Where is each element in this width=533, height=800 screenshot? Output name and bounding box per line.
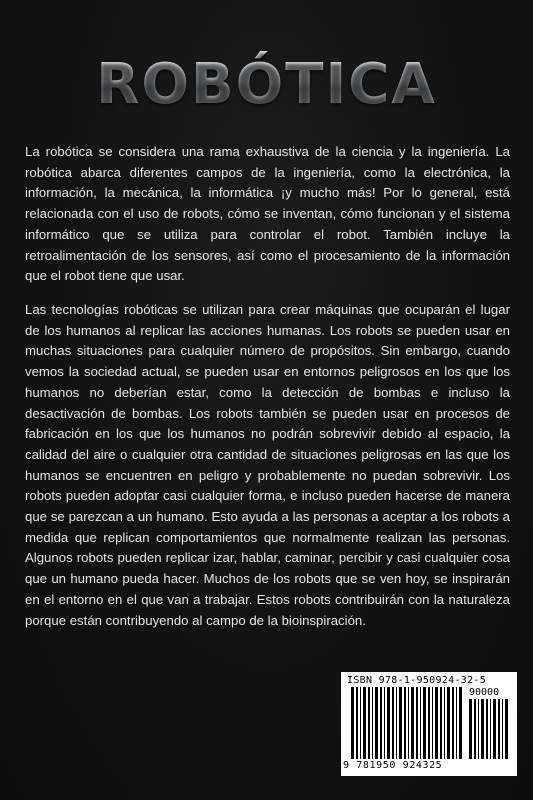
barcode-bar bbox=[474, 699, 476, 759]
barcode-bar bbox=[452, 687, 454, 759]
barcode-bar bbox=[423, 687, 426, 759]
barcode-bar bbox=[351, 687, 354, 759]
barcode-bar bbox=[396, 687, 397, 759]
barcode-bar bbox=[459, 687, 462, 759]
barcode-bar bbox=[408, 687, 409, 759]
barcode-bar bbox=[428, 687, 430, 759]
isbn-barcode bbox=[341, 672, 517, 776]
barcode-bar bbox=[481, 699, 484, 759]
barcode-bar bbox=[420, 687, 421, 759]
barcode-bar bbox=[416, 687, 418, 759]
barcode-bar bbox=[380, 687, 382, 759]
barcode-bar bbox=[486, 699, 488, 759]
barcode-bar bbox=[432, 687, 433, 759]
barcode-bar bbox=[435, 687, 438, 759]
barcode-bar bbox=[368, 687, 370, 759]
barcode-bar bbox=[469, 699, 472, 759]
barcode-bars-addon bbox=[469, 699, 509, 759]
barcode-bar bbox=[392, 687, 394, 759]
barcode-bar bbox=[456, 687, 457, 759]
barcode-bar bbox=[498, 699, 500, 759]
barcode-bar bbox=[387, 687, 390, 759]
price-code: 90000 bbox=[469, 687, 500, 698]
barcode-bar bbox=[411, 687, 414, 759]
isbn-label: ISBN 978-1-950924-32-5 bbox=[347, 675, 487, 686]
barcode-bar bbox=[363, 687, 366, 759]
barcode-bar bbox=[505, 699, 508, 759]
barcode-bar bbox=[478, 699, 479, 759]
description-paragraph-2: Las tecnologías robóticas se utilizan para crear máquinas que ocuparán el lugar de los humanos al replicar las acciones humanas. Los robots se pueden usar en muchas situaciones para cualquier número de propósitos. Sin embargo, cuando vemos la sociedad actual, se pueden usar en entornos peligrosos en los que los humanos no deberían estar, como la detección de bombas e incluso la desactivación de bombas. Los robots también se pueden usar en procesos de fabricación en los que los humanos no podrán sobrevivir debido al espacio, la calidad del aire o cualquier otra cantidad de situaciones peligrosas en las que los humanos se encuentren en peligro y probablemente no puedan sobrevivir. Los robots pueden adoptar casi cualquier forma, e incluso pueden hacerse de manera que se parezcan a un humano. Esto ayuda a las personas a aceptar a los robots a medida que replican comportamientos que normalmente realizan las personas. Algunos robots pueden replicar izar, hablar, caminar, percibir y casi cualquier cosa que un humano pueda hacer. Muchos de los robots que se ven hoy, se inspirarán en el entorno en el que van a trabajar. Estos robots contribuirán con la naturaleza porque están contribuyendo al campo de la bioinspiración. bbox=[25, 302, 510, 628]
barcode-bar bbox=[372, 687, 373, 759]
barcode-bar bbox=[490, 699, 491, 759]
barcode-bar bbox=[384, 687, 385, 759]
book-title: ROBÓTICA bbox=[0, 50, 533, 120]
barcode-digits: 9 781950 924325 bbox=[343, 760, 443, 771]
barcode-bar bbox=[440, 687, 442, 759]
barcode-bar bbox=[356, 687, 358, 759]
barcode-bar bbox=[502, 699, 503, 759]
barcode-bar bbox=[404, 687, 406, 759]
barcode-bar bbox=[375, 687, 378, 759]
description-paragraph-1: La robótica se considera una rama exhaustiva de la ciencia y la ingeniería. La robótica abarca diferentes campos de la ingeniería, como la electrónica, la información, la mecánica, la informática ¡y mucho más! Por lo general, está relacionada con el uso de robots, cómo se inventan, cómo funcionan y el sistema informático que se utiliza para controlar el robot. También incluye la retroalimentación de los sensores, así como el procesamiento de la información que el robot tiene que usar. bbox=[25, 144, 510, 284]
barcode-bar bbox=[360, 687, 361, 759]
barcode-bar bbox=[493, 699, 496, 759]
barcode-bar bbox=[399, 687, 402, 759]
barcode-bar bbox=[447, 687, 450, 759]
barcode-bars-main bbox=[351, 687, 463, 759]
barcode-bar bbox=[444, 687, 445, 759]
